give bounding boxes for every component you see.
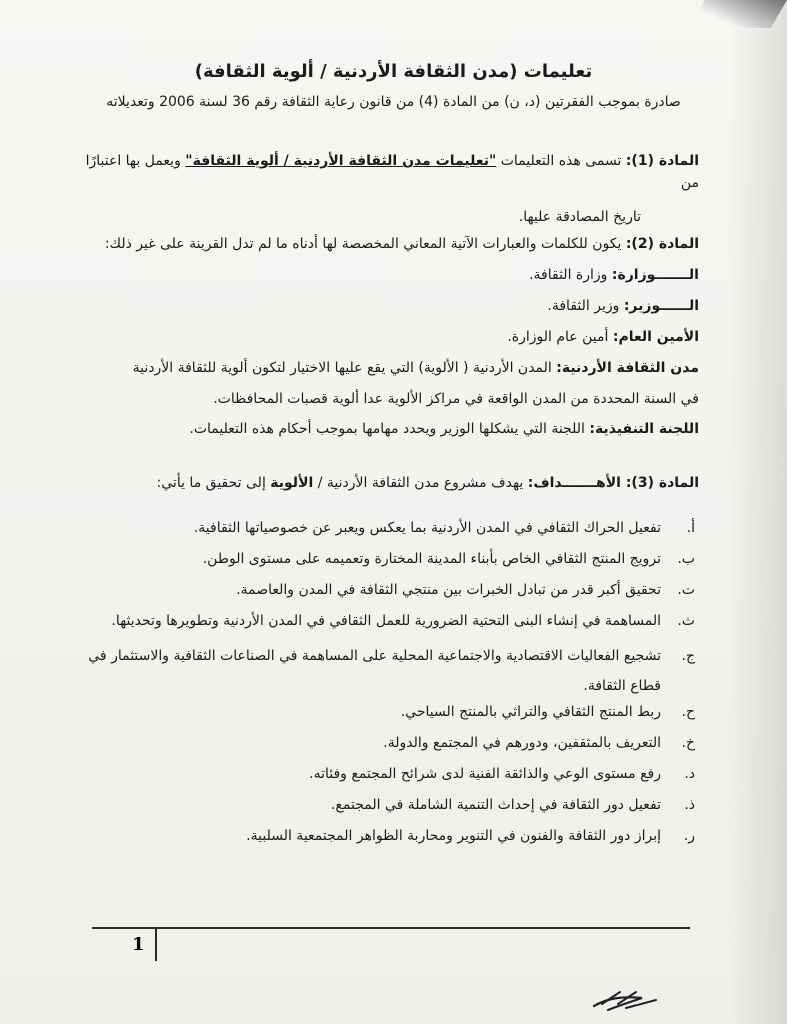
list-marker: ت.: [677, 582, 695, 598]
definition-meaning: وزير الثقافة.: [547, 298, 624, 314]
list-item-text: ترويج المنتج الثقافي الخاص بأبناء المدينة المختارة وتعميمه على مستوى الوطن.: [202, 551, 661, 567]
definition-meaning: في السنة المحددة من المدن الواقعة في مراكز الألوية عدا ألوية قصبات المحافظات.: [213, 391, 699, 407]
definition-culture-cities: [79, 357, 699, 379]
definition-meaning: المدن الأردنية ( الألوية) التي يقع عليها الاختيار لتكون ألوية للثقافة الأردنية: [132, 360, 557, 376]
article-1-text-before: تسمى هذه التعليمات: [496, 153, 626, 169]
definition-term: الــــــوزير:: [623, 298, 699, 314]
list-marker: خ.: [681, 735, 695, 751]
list-marker: ث.: [677, 613, 695, 629]
article-1: [79, 150, 699, 228]
document-subtitle: صادرة بموجب الفقرتين (د، ن) من المادة (4) من قانون رعاية الثقافة رقم 36 لسنة 2006 وتعديلاته: [106, 94, 681, 110]
article-2-intro-text: يكون للكلمات والعبارات الآتية المعاني المخصصة لها أدناه ما لم تدل القرينة على غير ذلك:: [104, 236, 626, 252]
article-3-intro: [79, 472, 699, 494]
article-3-intro-before: يهدف مشروع مدن الثقافة الأردنية /: [313, 475, 528, 491]
list-item: [75, 732, 695, 763]
list-item: [75, 701, 695, 732]
definition-secretary-general: [79, 326, 699, 348]
definition-term: مدن الثقافة الأردنية:: [556, 360, 699, 376]
definition-executive-committee: [79, 418, 699, 440]
list-marker: ج.: [681, 648, 695, 664]
article-1-text-after: ويعمل بها اعتبارًا من: [85, 153, 699, 191]
definition-ministry: [79, 264, 699, 286]
list-item: [75, 548, 695, 579]
definition-minister: [79, 295, 699, 317]
list-marker: د.: [684, 766, 695, 782]
definition-meaning: وزارة الثقافة.: [529, 267, 612, 283]
list-item: [75, 794, 695, 825]
definition-term: الـــــــوزارة:: [611, 267, 699, 283]
list-marker: ذ.: [684, 797, 695, 813]
article-1-line-1: [79, 150, 699, 194]
list-item-text: إبراز دور الثقافة والفنون في التنوير ومحاربة الظواهر المجتمعية السلبية.: [246, 828, 661, 844]
objectives-list: [75, 517, 695, 856]
definition-culture-cities-continued: [79, 388, 699, 410]
list-item-text: رفع مستوى الوعي والذائقة الفنية لدى شرائح المجتمع وفئاته.: [309, 766, 661, 782]
article-3-label: المادة (3):: [625, 475, 699, 491]
definition-term: الأمين العام:: [612, 329, 699, 345]
article-2-label: المادة (2):: [625, 236, 699, 252]
article-3-term: الأهـــــــداف:: [527, 475, 626, 491]
page-number: 1: [132, 934, 145, 955]
list-marker: ر.: [683, 828, 695, 844]
article-3-intro-bold: الألوية: [270, 475, 314, 491]
definition-term: اللجنة التنفيذية:: [589, 421, 699, 437]
list-marker: ح.: [681, 704, 695, 720]
list-item: [75, 610, 695, 641]
list-item: [75, 763, 695, 794]
list-item-text: التعريف بالمثقفين، ودورهم في المجتمع والدولة.: [383, 735, 661, 751]
list-item: [75, 825, 695, 856]
article-1-label: المادة (1):: [625, 153, 699, 169]
list-item-text: المساهمة في إنشاء البنى التحتية الضرورية للعمل الثقافي في المدن الأردنية وتطويرها وتحديثها.: [111, 613, 661, 629]
definition-meaning: أمين عام الوزارة.: [507, 329, 613, 345]
footer-rule: [92, 927, 690, 929]
footer-divider: [155, 929, 157, 961]
article-1-name: "تعليمات مدن الثقافة الأردنية / ألوية الثقافة": [185, 153, 497, 169]
document-title: تعليمات (مدن الثقافة الأردنية / ألوية الثقافة): [194, 61, 593, 82]
list-item-text: تشجيع الفعاليات الاقتصادية والاجتماعية المحلية على المساهمة في الصناعات الثقافية والاستثمار في قطاع الثقافة.: [88, 648, 661, 694]
article-1-line-2: تاريخ المصادقة عليها.: [518, 209, 641, 225]
article-2-intro: [79, 233, 699, 255]
list-item-text: تفعيل الحراك الثقافي في المدن الأردنية بما يعكس ويعبر عن خصوصياتها الثقافية.: [193, 520, 661, 536]
list-item: [75, 641, 695, 701]
list-item-text: تفعيل دور الثقافة في إحداث التنمية الشاملة في المجتمع.: [330, 797, 661, 813]
article-3-intro-after: إلى تحقيق ما يأتي:: [156, 475, 271, 491]
list-item: [75, 579, 695, 610]
signature-mark: [590, 988, 660, 1014]
definition-meaning: اللجنة التي يشكلها الوزير ويحدد مهامها بموجب أحكام هذه التعليمات.: [189, 421, 590, 437]
list-marker: أ.: [686, 520, 695, 536]
list-item: [75, 517, 695, 548]
list-marker: ب.: [677, 551, 695, 567]
list-item-text: تحقيق أكبر قدر من تبادل الخبرات بين منتجي الثقافة في المدن والعاصمة.: [236, 582, 661, 598]
list-item-text: ربط المنتج الثقافي والتراثي بالمنتج السياحي.: [400, 704, 661, 720]
